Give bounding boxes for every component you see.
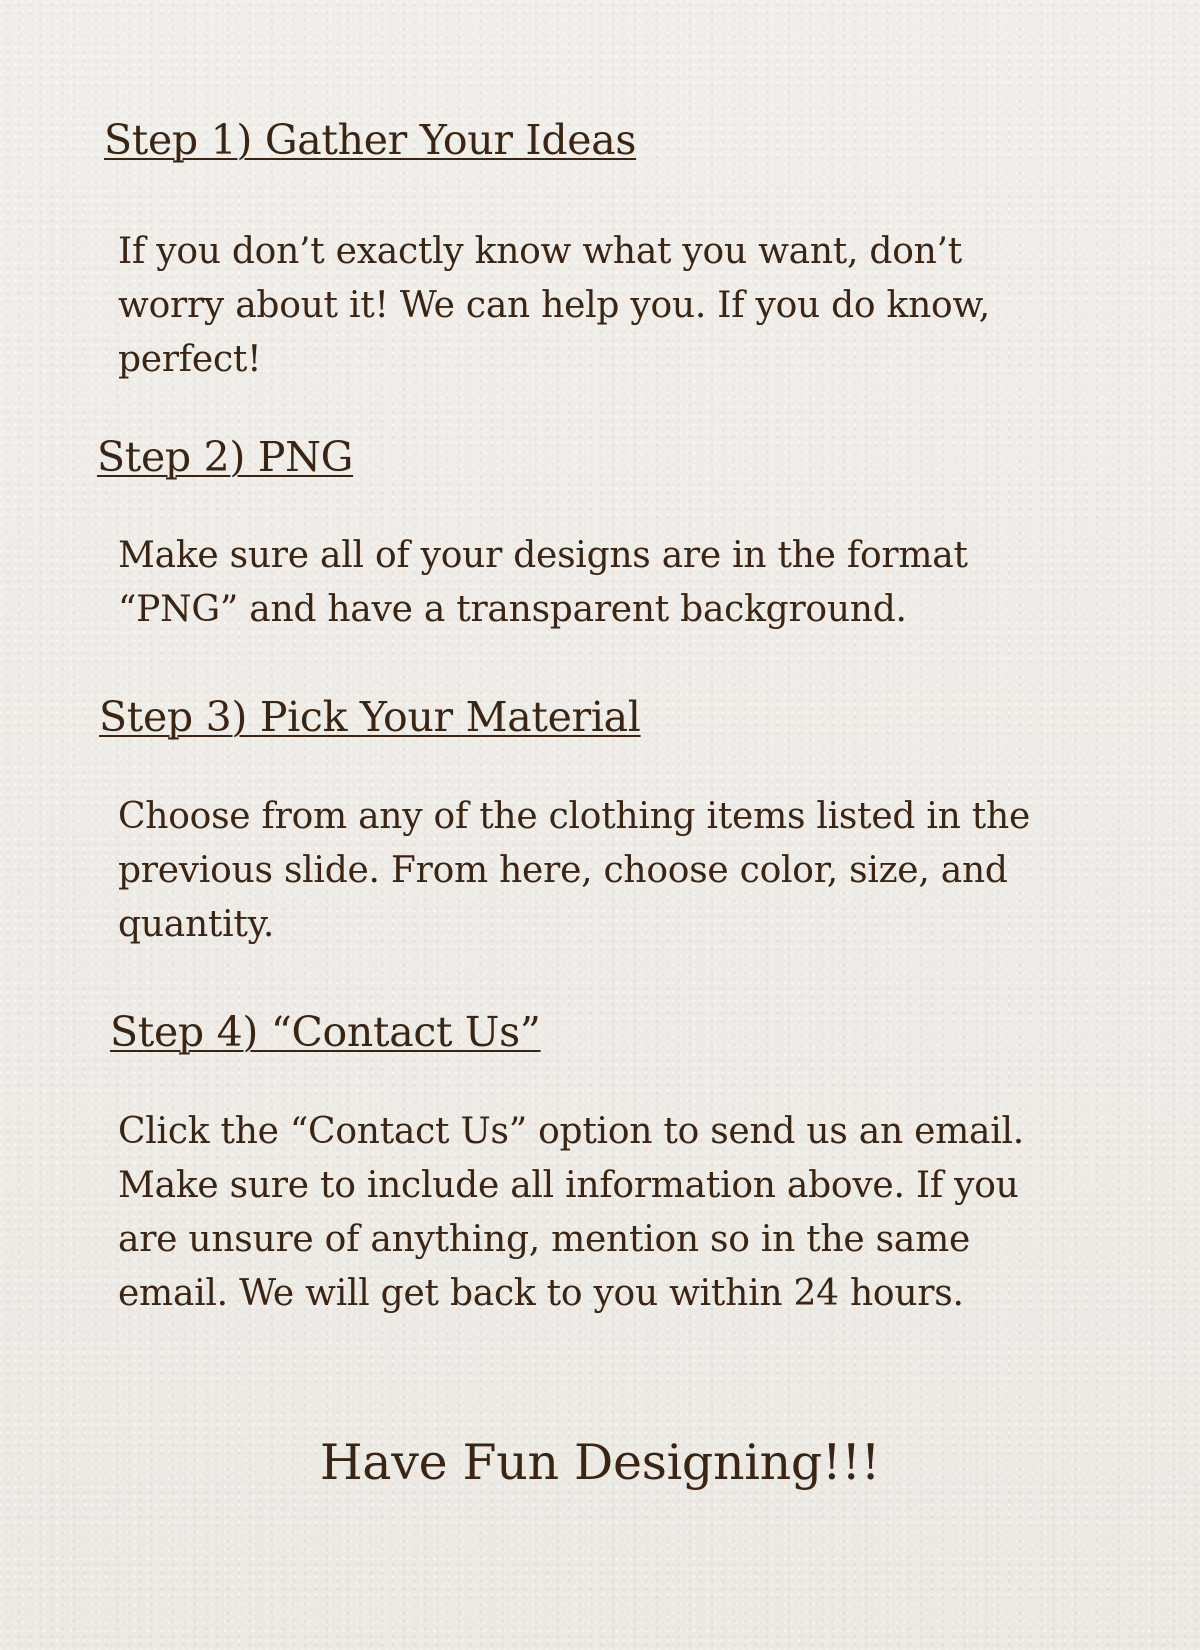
step-4-description: Click the “Contact Us” option to send us an email. Make sure to include all information above. If you are unsure of anything, mention so in the same email. We will get back to you within 24 hours.: [118, 1111, 1024, 1314]
step-4-heading: Step 4) “Contact Us”: [110, 1008, 541, 1056]
step-2-heading: Step 2) PNG: [97, 433, 354, 481]
step-3-heading: Step 3) Pick Your Material: [99, 693, 641, 741]
step-1-heading: Step 1) Gather Your Ideas: [104, 116, 637, 164]
closing-message: Have Fun Designing!!!: [319, 1434, 881, 1491]
step-3-description: Choose from any of the clothing items listed in the previous slide. From here, choose color, size, and quantity.: [118, 796, 1030, 945]
step-2-description: Make sure all of your designs are in the format “PNG” and have a transparent background.: [118, 535, 968, 630]
step-1-description: If you don’t exactly know what you want, don’t worry about it! We can help you. If you do know, perfect!: [118, 231, 990, 380]
